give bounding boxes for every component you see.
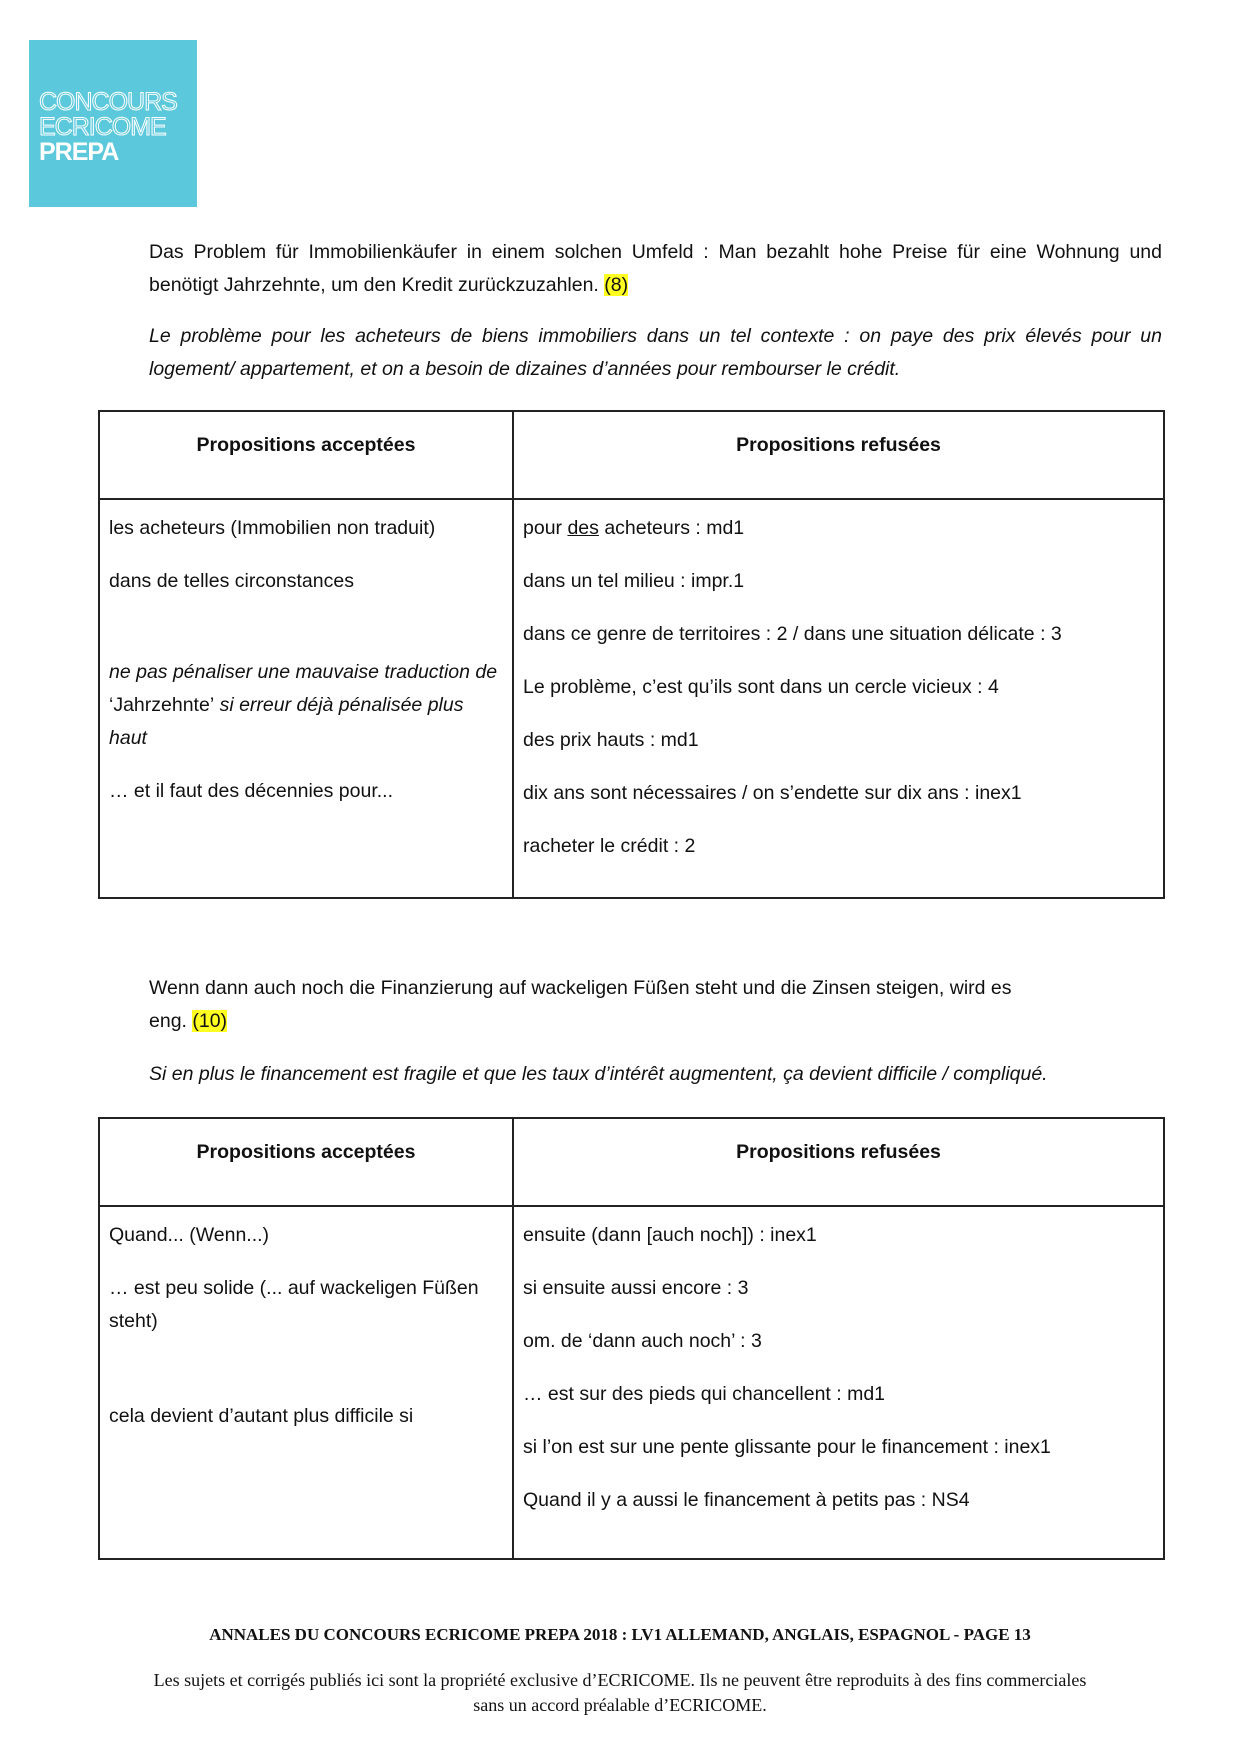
accepted-item: les acheteurs (Immobilien non traduit) (109, 517, 436, 539)
logo-line-ecricome: ECRICOME (39, 113, 166, 141)
french-translation-8: Le problème pour les acheteurs de biens immobiliers dans un tel contexte : on paye des prix élevés pour un logement/ appartement, et on a besoin de dizaines d’années pour rembourser le crédit. (149, 325, 1162, 380)
refused-item: dix ans sont nécessaires / on s’endette sur dix ans : inex1 (523, 782, 1022, 804)
refused-item: dans ce genre de territoires : 2 / dans une situation délicate : 3 (523, 623, 1062, 645)
points-badge: (8) (604, 274, 629, 296)
refused-header: Propositions refusées (513, 1118, 1164, 1206)
note-part: ne pas pénaliser une mauvaise traduction de (109, 661, 498, 683)
accepted-column (99, 1206, 513, 1559)
note-term: ‘Jahrzehnte’ (109, 694, 215, 716)
accepted-item: … et il faut des décennies pour... (109, 780, 394, 802)
german-text: Wenn dann auch noch die Finanzierung auf wackeligen Füßen steht und die Zinsen steigen, wird es (149, 977, 1012, 999)
german-sentence-8 (149, 236, 1162, 302)
ecricome-logo (29, 40, 197, 207)
points-badge: (10) (192, 1010, 228, 1032)
german-text-end: eng. (149, 1010, 187, 1032)
refused-item: … est sur des pieds qui chancellent : md1 (523, 1383, 886, 1405)
refused-item: si l’on est sur une pente glissante pour le financement : inex1 (523, 1436, 1051, 1458)
logo-line-prepa: PREPA (39, 138, 119, 166)
refused-item: des prix hauts : md1 (523, 729, 699, 751)
logo-line-concours: CONCOURS (39, 88, 177, 116)
refused-item: pour des acheteurs : md1 (523, 517, 745, 539)
refused-item: dans un tel milieu : impr.1 (523, 570, 745, 592)
german-text: Das Problem für Immobilienkäufer in einem solchen Umfeld : Man bezahlt hohe Preise für eine Wohnung und benötigt Jahrzehnte, um den Kredit zurückzuzahlen. (149, 241, 1162, 296)
refused-item: racheter le crédit : 2 (523, 835, 696, 857)
refused-column (513, 1206, 1164, 1559)
accepted-item: … est peu solide (... auf wackeligen Füßen steht) (109, 1277, 479, 1332)
accepted-header: Propositions acceptées (99, 1118, 513, 1206)
propositions-table-8 (98, 410, 1165, 899)
propositions-table-10 (98, 1117, 1165, 1560)
accepted-item: cela devient d’autant plus difficile si (109, 1405, 414, 1427)
refused-item: om. de ‘dann auch noch’ : 3 (523, 1330, 762, 1352)
note-part: si erreur déjà pénalisée plus haut (109, 694, 464, 749)
accepted-item: Quand... (Wenn...) (109, 1224, 270, 1246)
german-sentence-10 (149, 972, 1162, 1038)
refused-item: si ensuite aussi encore : 3 (523, 1277, 749, 1299)
footer-title: ANNALES DU CONCOURS ECRICOME PREPA 2018 : LV1 ALLEMAND, ANGLAIS, ESPAGNOL - PAGE 13 (209, 1625, 1031, 1644)
accepted-item: dans de telles circonstances (109, 570, 354, 592)
refused-item: ensuite (dann [auch noch]) : inex1 (523, 1224, 817, 1246)
refused-header: Propositions refusées (513, 411, 1164, 499)
accepted-column (99, 499, 513, 898)
accepted-note-item (109, 656, 503, 755)
refused-item: Quand il y a aussi le financement à petits pas : NS4 (523, 1489, 970, 1511)
footer-copyright-note: Les sujets et corrigés publiés ici sont la propriété exclusive d’ECRICOME. Ils ne peuvent être reproduits à des fins commerciales sans un accord préalable d’ECRICOME. (153, 1670, 1087, 1715)
refused-column (513, 499, 1164, 898)
accepted-header: Propositions acceptées (99, 411, 513, 499)
refused-item: Le problème, c’est qu’ils sont dans un cercle vicieux : 4 (523, 676, 999, 698)
french-translation-10: Si en plus le financement est fragile et que les taux d’intérêt augmentent, ça devient difficile / compliqué. (149, 1063, 1048, 1085)
